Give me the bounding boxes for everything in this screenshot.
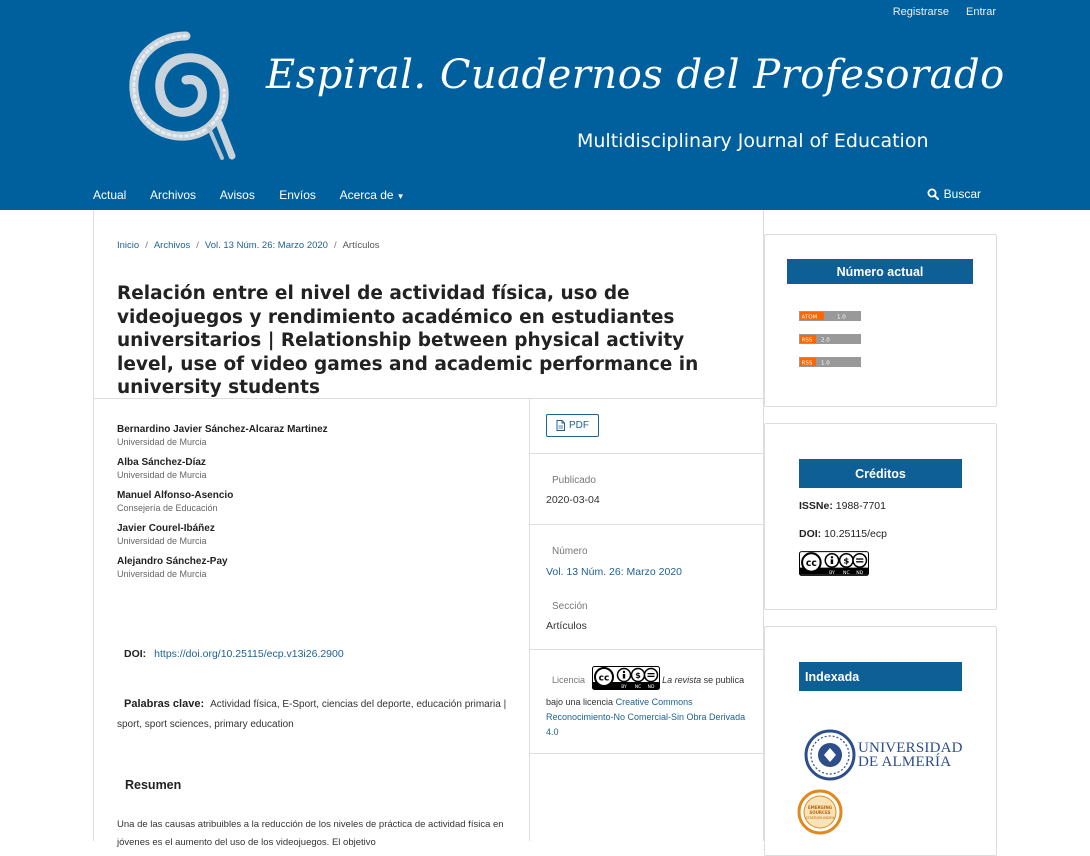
feed-version: 1.0 xyxy=(837,314,846,321)
svg-text:CITATION INDEX: CITATION INDEX xyxy=(805,816,835,820)
list-item xyxy=(117,522,517,547)
author-affiliation: Consejería de Educación xyxy=(117,503,218,513)
site-header xyxy=(0,0,1090,210)
list-item xyxy=(117,489,517,514)
journal-doi-label: DOI: xyxy=(799,528,822,540)
divider xyxy=(530,753,764,754)
register-link[interactable]: Registrarse xyxy=(892,6,949,18)
spiral-logo[interactable] xyxy=(124,28,244,164)
issue-link[interactable]: Vol. 13 Núm. 26: Marzo 2020 xyxy=(546,566,682,578)
author-affiliation: Universidad de Murcia xyxy=(117,437,207,447)
search-button[interactable] xyxy=(927,187,981,201)
breadcrumb-separator: / xyxy=(196,240,199,251)
abstract-text: Una de las causas atribuibles a la reducción de los niveles de práctica de actividad física en jóvenes es el aumento del uso de los videojuegos. El objetivo xyxy=(117,819,504,848)
svg-text:ND: ND xyxy=(856,570,864,576)
license-link[interactable]: Creative Commons Reconocimiento-No Comercial-Sin Obra Derivada 4.0 xyxy=(546,697,746,737)
author-name: Javier Courel-Ibáñez xyxy=(117,523,215,534)
license-block xyxy=(546,666,756,740)
pdf-label: PDF xyxy=(569,420,589,431)
license-text: se publica bajo una licencia xyxy=(546,674,745,707)
issn xyxy=(799,500,886,512)
svg-text:cc: cc xyxy=(598,673,609,684)
keywords xyxy=(117,694,507,735)
doi-link[interactable]: https://doi.org/10.25115/ecp.v13i26.2900 xyxy=(154,648,344,660)
svg-text:BY: BY xyxy=(620,685,627,690)
divider xyxy=(530,453,764,454)
nav-about-label: Acerca de xyxy=(339,188,394,202)
indexed-title: Indexada xyxy=(799,662,962,691)
keywords-label: Palabras clave: xyxy=(124,698,205,710)
ual-line2: DE ALMERÍA xyxy=(858,754,952,770)
cc-license-badge[interactable] xyxy=(799,551,869,576)
article-panel xyxy=(93,210,764,848)
breadcrumb-issue[interactable]: Vol. 13 Núm. 26: Marzo 2020 xyxy=(204,240,328,251)
svg-text:cc: cc xyxy=(805,558,817,570)
nav-submissions[interactable]: Envíos xyxy=(279,188,316,202)
feed-label: RSS xyxy=(801,360,813,367)
nav-archives[interactable]: Archivos xyxy=(150,188,197,202)
divider xyxy=(530,649,764,650)
divider xyxy=(530,524,764,525)
site-title[interactable]: Espiral. Cuadernos del Profesorado xyxy=(266,52,1005,98)
doi-label: DOI: xyxy=(124,648,147,660)
author-name: Alba Sánchez-Díaz xyxy=(117,457,206,468)
current-issue-block xyxy=(764,234,997,407)
list-item xyxy=(117,423,517,448)
login-link[interactable]: Entrar xyxy=(966,6,996,18)
author-name: Bernardino Javier Sánchez-Alcaraz Martinez xyxy=(117,424,328,435)
feed-label: RSS xyxy=(801,337,813,344)
svg-text:SOURCES: SOURCES xyxy=(809,810,831,815)
list-item xyxy=(117,456,517,481)
rss1-feed-button[interactable] xyxy=(799,357,861,367)
license-journal: La revista xyxy=(662,674,702,685)
breadcrumb-archives[interactable]: Archivos xyxy=(153,240,191,251)
issue-label: Número xyxy=(552,546,588,557)
section-label: Sección xyxy=(552,601,588,612)
breadcrumb-separator: / xyxy=(333,240,337,251)
search-label: Buscar xyxy=(943,187,981,201)
svg-text:NC: NC xyxy=(634,685,641,690)
issn-label: ISSNe: xyxy=(799,500,833,512)
published-label: Publicado xyxy=(552,475,596,486)
list-item xyxy=(117,555,517,580)
esci-badge[interactable] xyxy=(797,789,843,835)
published-date: 2020-03-04 xyxy=(546,494,600,506)
breadcrumb-separator: / xyxy=(145,240,148,251)
article-doi xyxy=(124,648,344,660)
breadcrumb-current: Artículos xyxy=(342,240,380,251)
nav-about[interactable] xyxy=(340,188,426,202)
feed-label: ATOM xyxy=(801,314,818,321)
caret-down-icon: ▼ xyxy=(396,192,405,201)
search-icon xyxy=(927,188,939,200)
issn-value: 1988-7701 xyxy=(835,500,886,512)
svg-text:ND: ND xyxy=(647,685,654,690)
pdf-button[interactable] xyxy=(546,414,599,437)
article-title: Relación entre el nivel de actividad física, uso de videojuegos y rendimiento académico en estudiantes universitarios | Relationship between physical activity level, use of video games and academic performance in university students xyxy=(117,283,699,398)
credits-block xyxy=(764,423,997,610)
atom-feed-button[interactable] xyxy=(799,311,861,321)
university-seal-icon xyxy=(804,729,858,781)
breadcrumb-home[interactable]: Inicio xyxy=(117,240,140,251)
main-nav xyxy=(93,188,447,202)
site-subtitle: Multidisciplinary Journal of Education xyxy=(577,130,929,152)
section-value: Artículos xyxy=(546,620,587,632)
license-label: Licencia xyxy=(552,674,586,685)
author-affiliation: Universidad de Murcia xyxy=(117,536,207,546)
svg-text:$: $ xyxy=(634,671,641,680)
author-list xyxy=(117,423,517,588)
svg-text:EMERGING: EMERGING xyxy=(808,805,832,810)
keywords-value: Actividad física, E-Sport, ciencias del deporte, educación primaria | sport, sport sciences, primary education xyxy=(117,699,507,730)
author-affiliation: Universidad de Murcia xyxy=(117,470,207,480)
current-issue-title: Número actual xyxy=(787,259,973,284)
ual-logo[interactable] xyxy=(804,729,963,781)
credits-title: Créditos xyxy=(799,459,962,488)
svg-text:BY: BY xyxy=(829,570,835,576)
rss2-feed-button[interactable] xyxy=(799,334,861,344)
abstract-heading: Resumen xyxy=(125,778,182,792)
author-affiliation: Universidad de Murcia xyxy=(117,569,207,579)
breadcrumb xyxy=(117,240,380,251)
nav-announcements[interactable]: Avisos xyxy=(219,188,255,202)
feed-version: 2.0 xyxy=(821,337,830,344)
ual-line1: UNIVERSIDAD xyxy=(858,740,963,756)
author-name: Alejandro Sánchez-Pay xyxy=(117,556,228,567)
journal-doi xyxy=(799,528,887,540)
feed-version: 1.0 xyxy=(821,360,830,367)
divider xyxy=(529,398,530,841)
indexed-block xyxy=(764,626,997,856)
cc-by-nc-nd-badge[interactable] xyxy=(592,666,660,695)
author-name: Manuel Alfonso-Asencio xyxy=(117,490,234,501)
journal-doi-value: 10.25115/ecp xyxy=(824,528,887,540)
file-pdf-icon xyxy=(556,420,565,431)
nav-current[interactable]: Actual xyxy=(93,188,127,202)
user-nav xyxy=(879,6,996,18)
svg-text:NC: NC xyxy=(843,570,850,576)
divider xyxy=(94,398,764,399)
svg-text:$: $ xyxy=(843,555,850,566)
